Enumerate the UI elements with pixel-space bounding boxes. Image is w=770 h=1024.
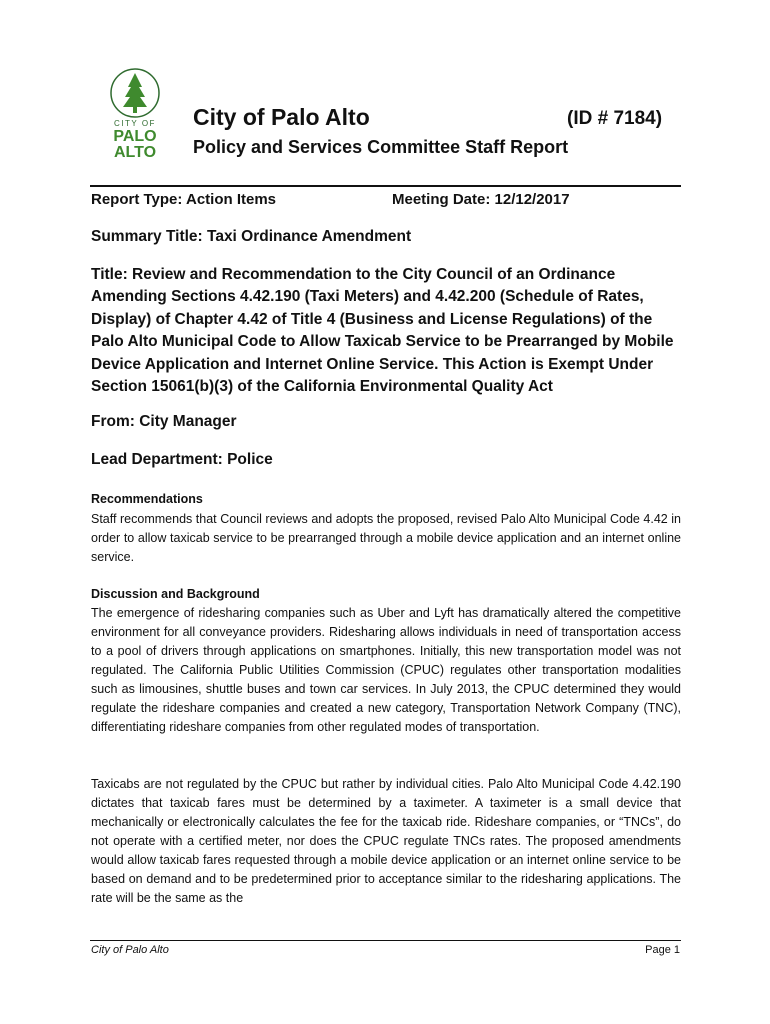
footer-divider bbox=[90, 940, 681, 941]
document-subtitle: Policy and Services Committee Staff Report bbox=[193, 137, 569, 157]
recommendations-heading: Recommendations bbox=[91, 492, 203, 506]
discussion-paragraph-2: Taxicabs are not regulated by the CPUC but rather by individual cities. Palo Alto Municipal Code 4.42.190 dictates that taxicab fares must be determined by a taximeter. A taximeter is a small device that mechanically or electronically calculates the fee for the taxicab ride. Rideshare companies, or “TNCs”, do not operate with a certified meter, nor does the CPUC regulate TNCs rates. The proposed amendments would allow taxicab fares requested through a mobile device application or an internet online service to be based on demand and to be predetermined prior to acceptance similar to the ridesharing applications. The rate will be the same as the bbox=[91, 777, 681, 905]
footer-city: City of Palo Alto bbox=[91, 944, 169, 956]
page-number: Page 1 bbox=[645, 944, 680, 956]
logo-alto-text: ALTO bbox=[113, 144, 157, 161]
header-divider bbox=[90, 185, 681, 187]
report-title: Title: Review and Recommendation to the City Council of an Ordinance Amending Sections 4.42.190 (Taxi Meters) and 4.42.200 (Schedule of Rates, Display) of Chapter 4.42 of Title 4 (Business and License Regulations) of the Palo Alto Municipal Code to Allow Taxicab Service to be Prearranged by Mobile Device Application and Internet Online Service. This Action is Exempt Under Section 15061(b)(3) of the California Environmental Quality Act bbox=[91, 266, 674, 396]
logo-city-of-text: CITY OF bbox=[114, 119, 156, 128]
discussion-paragraph-1: The emergence of ridesharing companies such as Uber and Lyft has dramatically altered the competitive environment for all conveyance providers. Ridesharing allows individuals in need of transportation access to a pool of drivers through applications on smartphones. Initially, this new transportation model was not regulated. The California Public Utilities Commission (CPUC) regulates other transportation modalities such as limousines, shuttle buses and town car services. In July 2013, the CPUC determined they would regulate the rideshare companies and created a new category, Transportation Network Company (TNC), differentiating rideshare companies from other regulated modes of transportation. bbox=[91, 606, 681, 734]
tree-seal-icon bbox=[104, 67, 166, 119]
from-line: From: City Manager bbox=[91, 413, 237, 430]
lead-department: Lead Department: Police bbox=[91, 451, 273, 468]
discussion-heading: Discussion and Background bbox=[91, 587, 260, 601]
report-type: Report Type: Action Items bbox=[91, 191, 277, 208]
meeting-date: Meeting Date: 12/12/2017 bbox=[392, 191, 570, 208]
logo-palo-text: PALO bbox=[113, 128, 157, 145]
document-title: City of Palo Alto bbox=[193, 104, 370, 130]
city-logo bbox=[104, 67, 166, 159]
summary-title: Summary Title: Taxi Ordinance Amendment bbox=[91, 228, 412, 245]
recommendations-body: Staff recommends that Council reviews and adopts the proposed, revised Palo Alto Municipal Code 4.42 in order to allow taxicab service to be prearranged through a mobile device application and an internet online service. bbox=[91, 512, 681, 564]
report-id: (ID # 7184) bbox=[567, 108, 663, 129]
